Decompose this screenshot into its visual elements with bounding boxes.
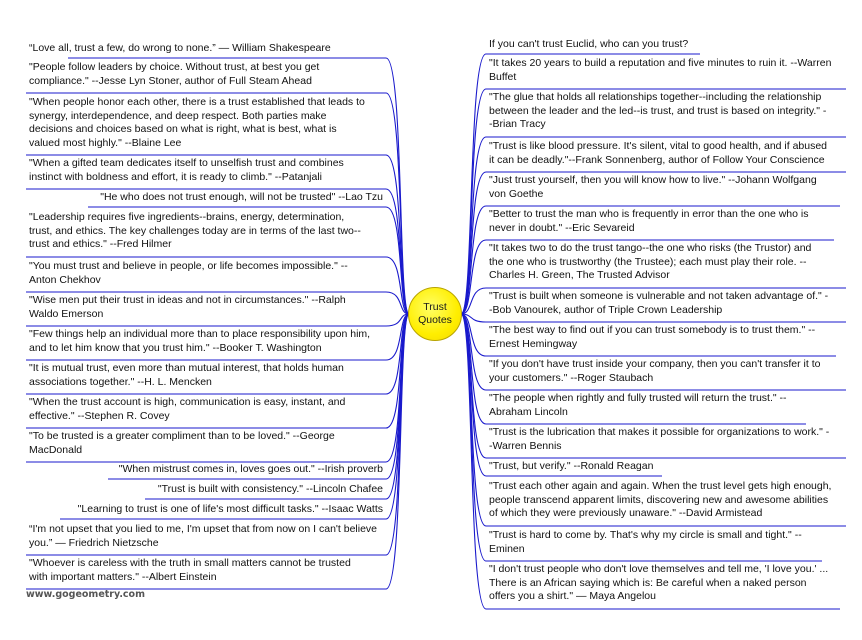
right-quote-7: "It takes two to do the trust tango--the one who risks (the Trustor) and the one who is trustworthy (the Trustee); each must play their role. -- Charles H. Green, The Trusted Advisor	[489, 242, 812, 281]
right-quote-16: "I don't trust people who don't love themselves and tell me, 'I love you.' ... There is an African saying which is: Be careful when a naked person offers you a shirt." — Maya Angelou	[489, 563, 829, 602]
site-watermark: www.gogeometry.com	[26, 589, 145, 600]
left-quote-11: "When the trust account is high, communication is easy, instant, and effective." --Stephen R. Covey	[29, 396, 346, 422]
left-quote-5: "He who does not trust enough, will not be trusted" --Lao Tzu	[100, 191, 383, 203]
connector-line	[386, 189, 409, 314]
right-quote-15: "Trust is hard to come by. That's why my circle is small and tight." -- Eminen	[489, 529, 802, 555]
left-quote-16: “I'm not upset that you lied to me, I'm upset that from now on I can't believe you.” — Friedrich Nietzsche	[29, 523, 378, 549]
left-quote-8: "Wise men put their trust in ideas and not in circumstances." --Ralph Waldo Emerson	[29, 294, 346, 320]
left-quote-4: "When a gifted team dedicates itself to unselfish trust and combines instinct with boldness and effort, it is ready to climb." --Patanjali	[29, 157, 344, 183]
left-quote-12: "To be trusted is a greater compliment than to be loved." --George MacDonald	[29, 430, 335, 456]
left-quote-13: "When mistrust comes in, loves goes out." --Irish proverb	[118, 463, 383, 475]
right-quote-8: "Trust is built when someone is vulnerable and not taken advantage of." - -Bob Vanourek, author of Triple Crown Leadership	[489, 290, 829, 316]
left-quote-14: "Trust is built with consistency." --Lincoln Chafee	[157, 483, 383, 495]
right-quote-12: "Trust is the lubrication that makes it possible for organizations to work." - -Warren Bennis	[489, 426, 830, 452]
right-quote-6: "Better to trust the man who is frequently in error than the one who is never in doubt." --Eric Sevareid	[489, 208, 809, 234]
left-quote-15: "Learning to trust is one of life's most difficult tasks." --Isaac Watts	[77, 503, 383, 515]
right-quote-1: If you can't trust Euclid, who can you trust?	[489, 38, 689, 50]
left-quote-17: "Whoever is careless with the truth in small matters cannot be trusted with important matters." --Albert Einstein	[29, 557, 351, 583]
left-quote-7: "You must trust and believe in people, or life becomes impossible." -- Anton Chekhov	[29, 260, 348, 286]
right-quote-5: "Just trust yourself, then you will know how to live." --Johann Wolfgang von Goethe	[489, 174, 817, 200]
right-quote-13: "Trust, but verify." --Ronald Reagan	[489, 460, 654, 472]
left-quote-2: "People follow leaders by choice. Without trust, at best you get compliance." --Jesse Lyn Stoner, author of Full Steam Ahead	[29, 61, 320, 87]
right-quote-10: "If you don't have trust inside your company, then you can't transfer it to your customers." --Roger Staubach	[489, 358, 821, 384]
right-quote-11: "The people when rightly and fully trusted will return the trust." -- Abraham Lincoln	[489, 392, 787, 418]
left-quote-10: "It is mutual trust, even more than mutual interest, that holds human associations together." --H. L. Mencken	[29, 362, 344, 388]
right-quote-3: "The glue that holds all relationships together--including the relationship between the leader and the led--is trust, and trust is based on integrity." - -Brian Tracy	[489, 91, 827, 130]
left-quote-6: "Leadership requires five ingredients--brains, energy, determination, trust, and ethics. The key challenges today are in terms of the last two-- trust and ethics." --Fred Hilmer	[29, 211, 361, 250]
right-quote-2: "It takes 20 years to build a reputation and five minutes to ruin it. --Warren Buffet	[489, 57, 832, 83]
right-quote-14: "Trust each other again and again. When the trust level gets high enough, people transcend apparent limits, discovering new and awesome abilities of which they were previously unaware." --David Armistead	[489, 480, 832, 519]
left-quote-3: "When people honor each other, there is a trust established that leads to synergy, interdependence, and deep respect. Both parties make decisions and choices based on what is right, what is best, what is valued most highly." --Blaine Lee	[29, 96, 365, 149]
left-quote-1: “Love all, trust a few, do wrong to none.” — William Shakespeare	[29, 42, 331, 54]
center-node: Trust Quotes	[408, 287, 462, 341]
left-quote-9: "Few things help an individual more than to place responsibility upon him, and to let him know that you trust him." --Booker T. Washington	[29, 328, 371, 354]
right-quote-9: "The best way to find out if you can trust somebody is to trust them." -- Ernest Hemingway	[489, 324, 816, 350]
right-quote-4: "Trust is like blood pressure. It's silent, vital to good health, and if abused it can be deadly."--Frank Sonnenberg, author of Follow Your Conscience	[489, 140, 828, 166]
